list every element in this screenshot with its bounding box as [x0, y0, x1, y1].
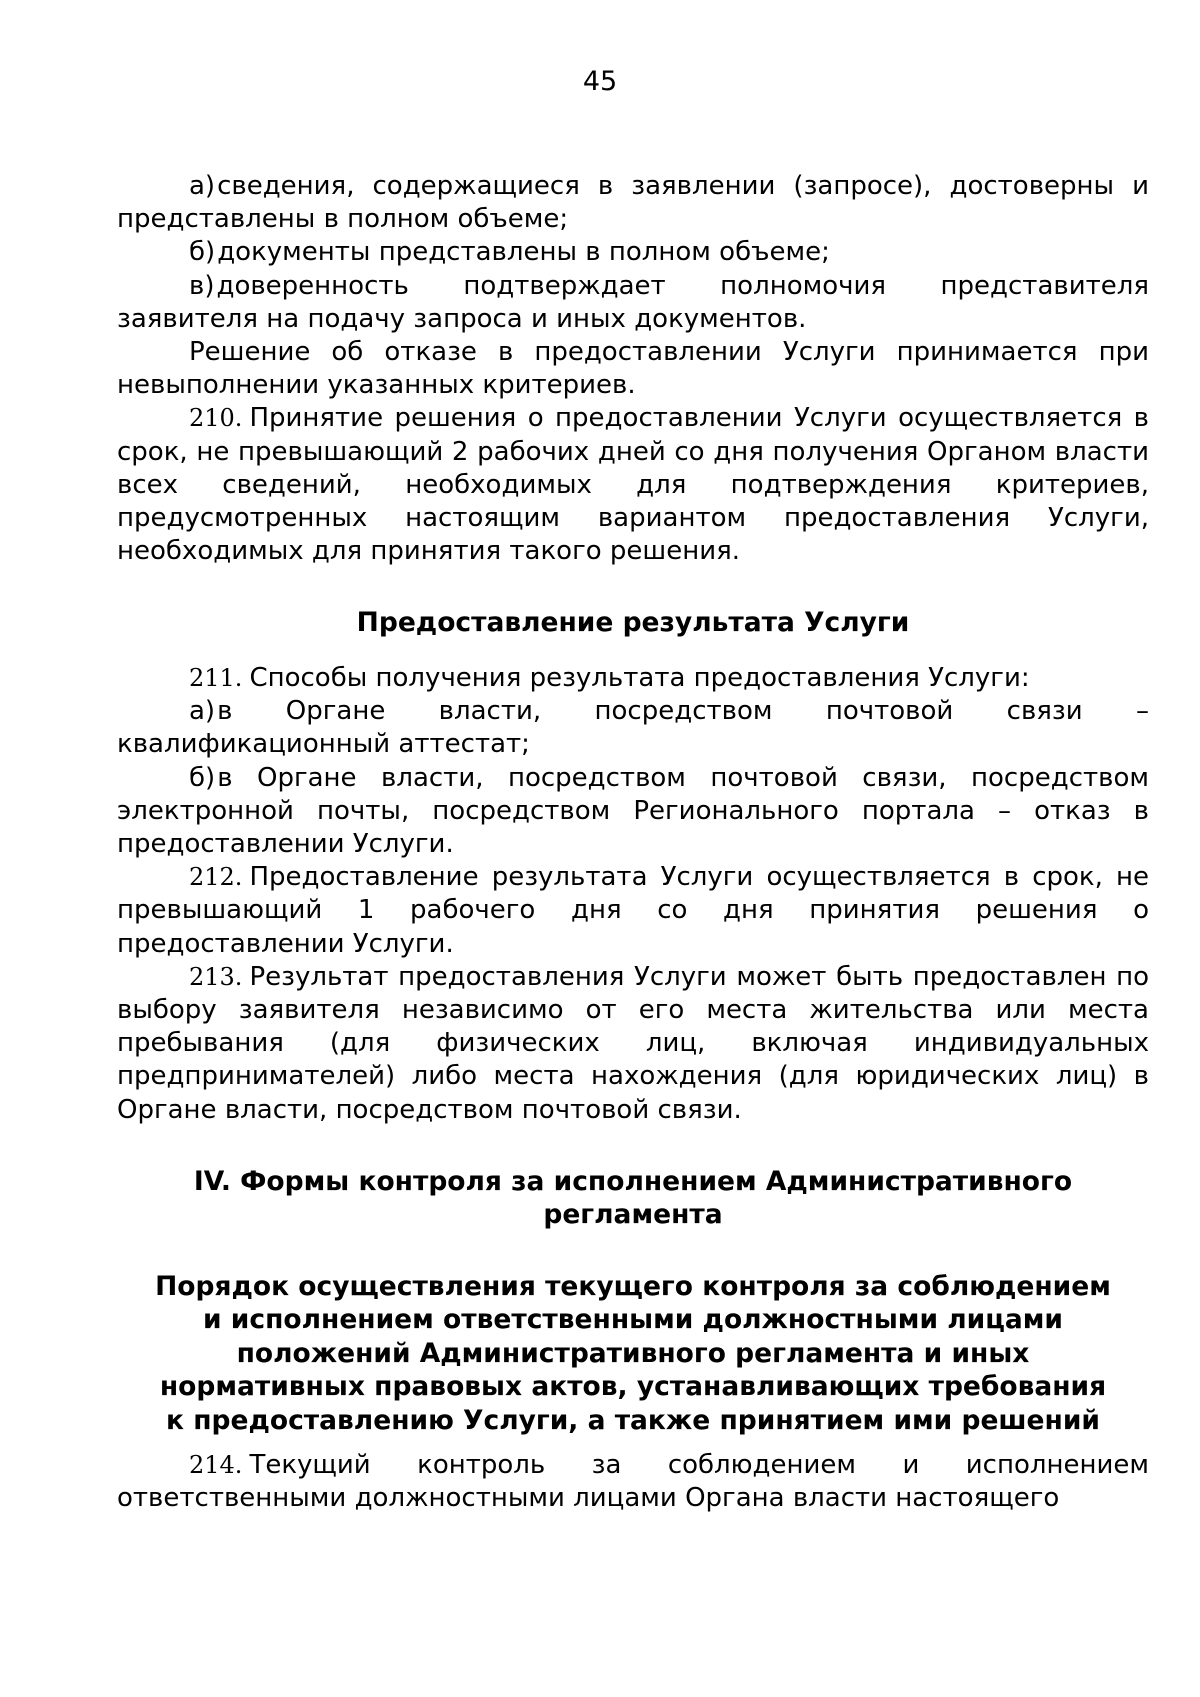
heading-line: IV. Формы контроля за исполнением Административного	[193, 1165, 1073, 1197]
clause-number: 212.	[189, 863, 243, 892]
paragraph-refusal	[117, 336, 1149, 402]
heading-current-control	[117, 1270, 1149, 1438]
clause-number: 210.	[189, 404, 243, 433]
clause-number: 214.	[189, 1451, 243, 1480]
paragraph-text: Принятие решения о предоставлении Услуги осуществляется в срок, не превышающий 2 рабочих дней со дня получения Органом власти всех сведений, необходимых для подтверждения критериев, предусмотренных настоящим вариантом предоставления Услуги, необходимых для принятия такого решения.	[117, 403, 1149, 567]
item-marker: а)	[189, 696, 216, 727]
heading-line: регламента	[543, 1199, 723, 1231]
paragraph-214	[117, 1449, 1149, 1515]
paragraph-text: доверенность подтверждает полномочия представителя заявителя на подачу запроса и иных документов.	[117, 270, 1149, 334]
heading-line: и исполнением ответственными должностными лицами	[203, 1304, 1063, 1336]
heading-line: нормативных правовых актов, устанавливающих требования	[159, 1371, 1107, 1403]
paragraph-210	[117, 402, 1149, 568]
paragraph-text: документы представлены в полном объеме;	[217, 237, 830, 268]
paragraph-text: Решение об отказе в предоставлении Услуги принимается при невыполнении указанных критериев.	[117, 337, 1149, 401]
item-marker: б)	[189, 762, 216, 793]
paragraph-text: сведения, содержащиеся в заявлении (запросе), достоверны и представлены в полном объеме;	[117, 171, 1149, 235]
item-marker: в)	[189, 270, 215, 301]
heading-service-result: Предоставление результата Услуги	[356, 607, 910, 639]
item-marker: б)	[189, 237, 216, 268]
paragraph-211-b	[117, 762, 1149, 862]
paragraph-text: Результат предоставления Услуги может быть предоставлен по выбору заявителя независимо от его места жительства или места пребывания (для физических лиц, включая индивидуальных предпринимателей) либо места нахождения (для юридических лиц) в Органе власти, посредством почтовой связи.	[117, 961, 1149, 1125]
paragraph-a	[117, 170, 1149, 236]
paragraph-text: в Органе власти, посредством почтовой связи – квалификационный аттестат;	[117, 696, 1149, 760]
heading-line: к предоставлению Услуги, а также принятием ими решений	[166, 1404, 1100, 1436]
paragraph-text: Способы получения результата предоставления Услуги:	[249, 662, 1030, 693]
paragraph-212	[117, 861, 1149, 961]
item-marker: а)	[189, 171, 216, 201]
heading-line: Порядок осуществления текущего контроля за соблюдением	[155, 1270, 1111, 1302]
clause-number: 213.	[189, 962, 243, 991]
heading-line: положений Административного регламента и иных	[236, 1337, 1030, 1369]
paragraph-213	[117, 961, 1149, 1127]
heading-section-iv	[117, 1165, 1149, 1232]
clause-number: 211.	[189, 663, 243, 692]
paragraph-211-a	[117, 695, 1149, 761]
page-number: 45	[582, 66, 618, 97]
paragraph-text: Предоставление результата Услуги осуществляется в срок, не превышающий 1 рабочего дня со дня принятия решения о предоставлении Услуги.	[117, 862, 1149, 959]
paragraph-text: Текущий контроль за соблюдением и исполнением ответственными должностными лицами Органа власти настоящего	[117, 1450, 1149, 1514]
paragraph-text: в Органе власти, посредством почтовой связи, посредством электронной почты, посредством Регионального портала – отказ в предоставлении Услуги.	[117, 762, 1149, 859]
paragraph-v	[117, 270, 1149, 336]
paragraph-b	[117, 236, 1149, 269]
document-body	[117, 170, 1149, 1516]
paragraph-211	[117, 662, 1149, 695]
